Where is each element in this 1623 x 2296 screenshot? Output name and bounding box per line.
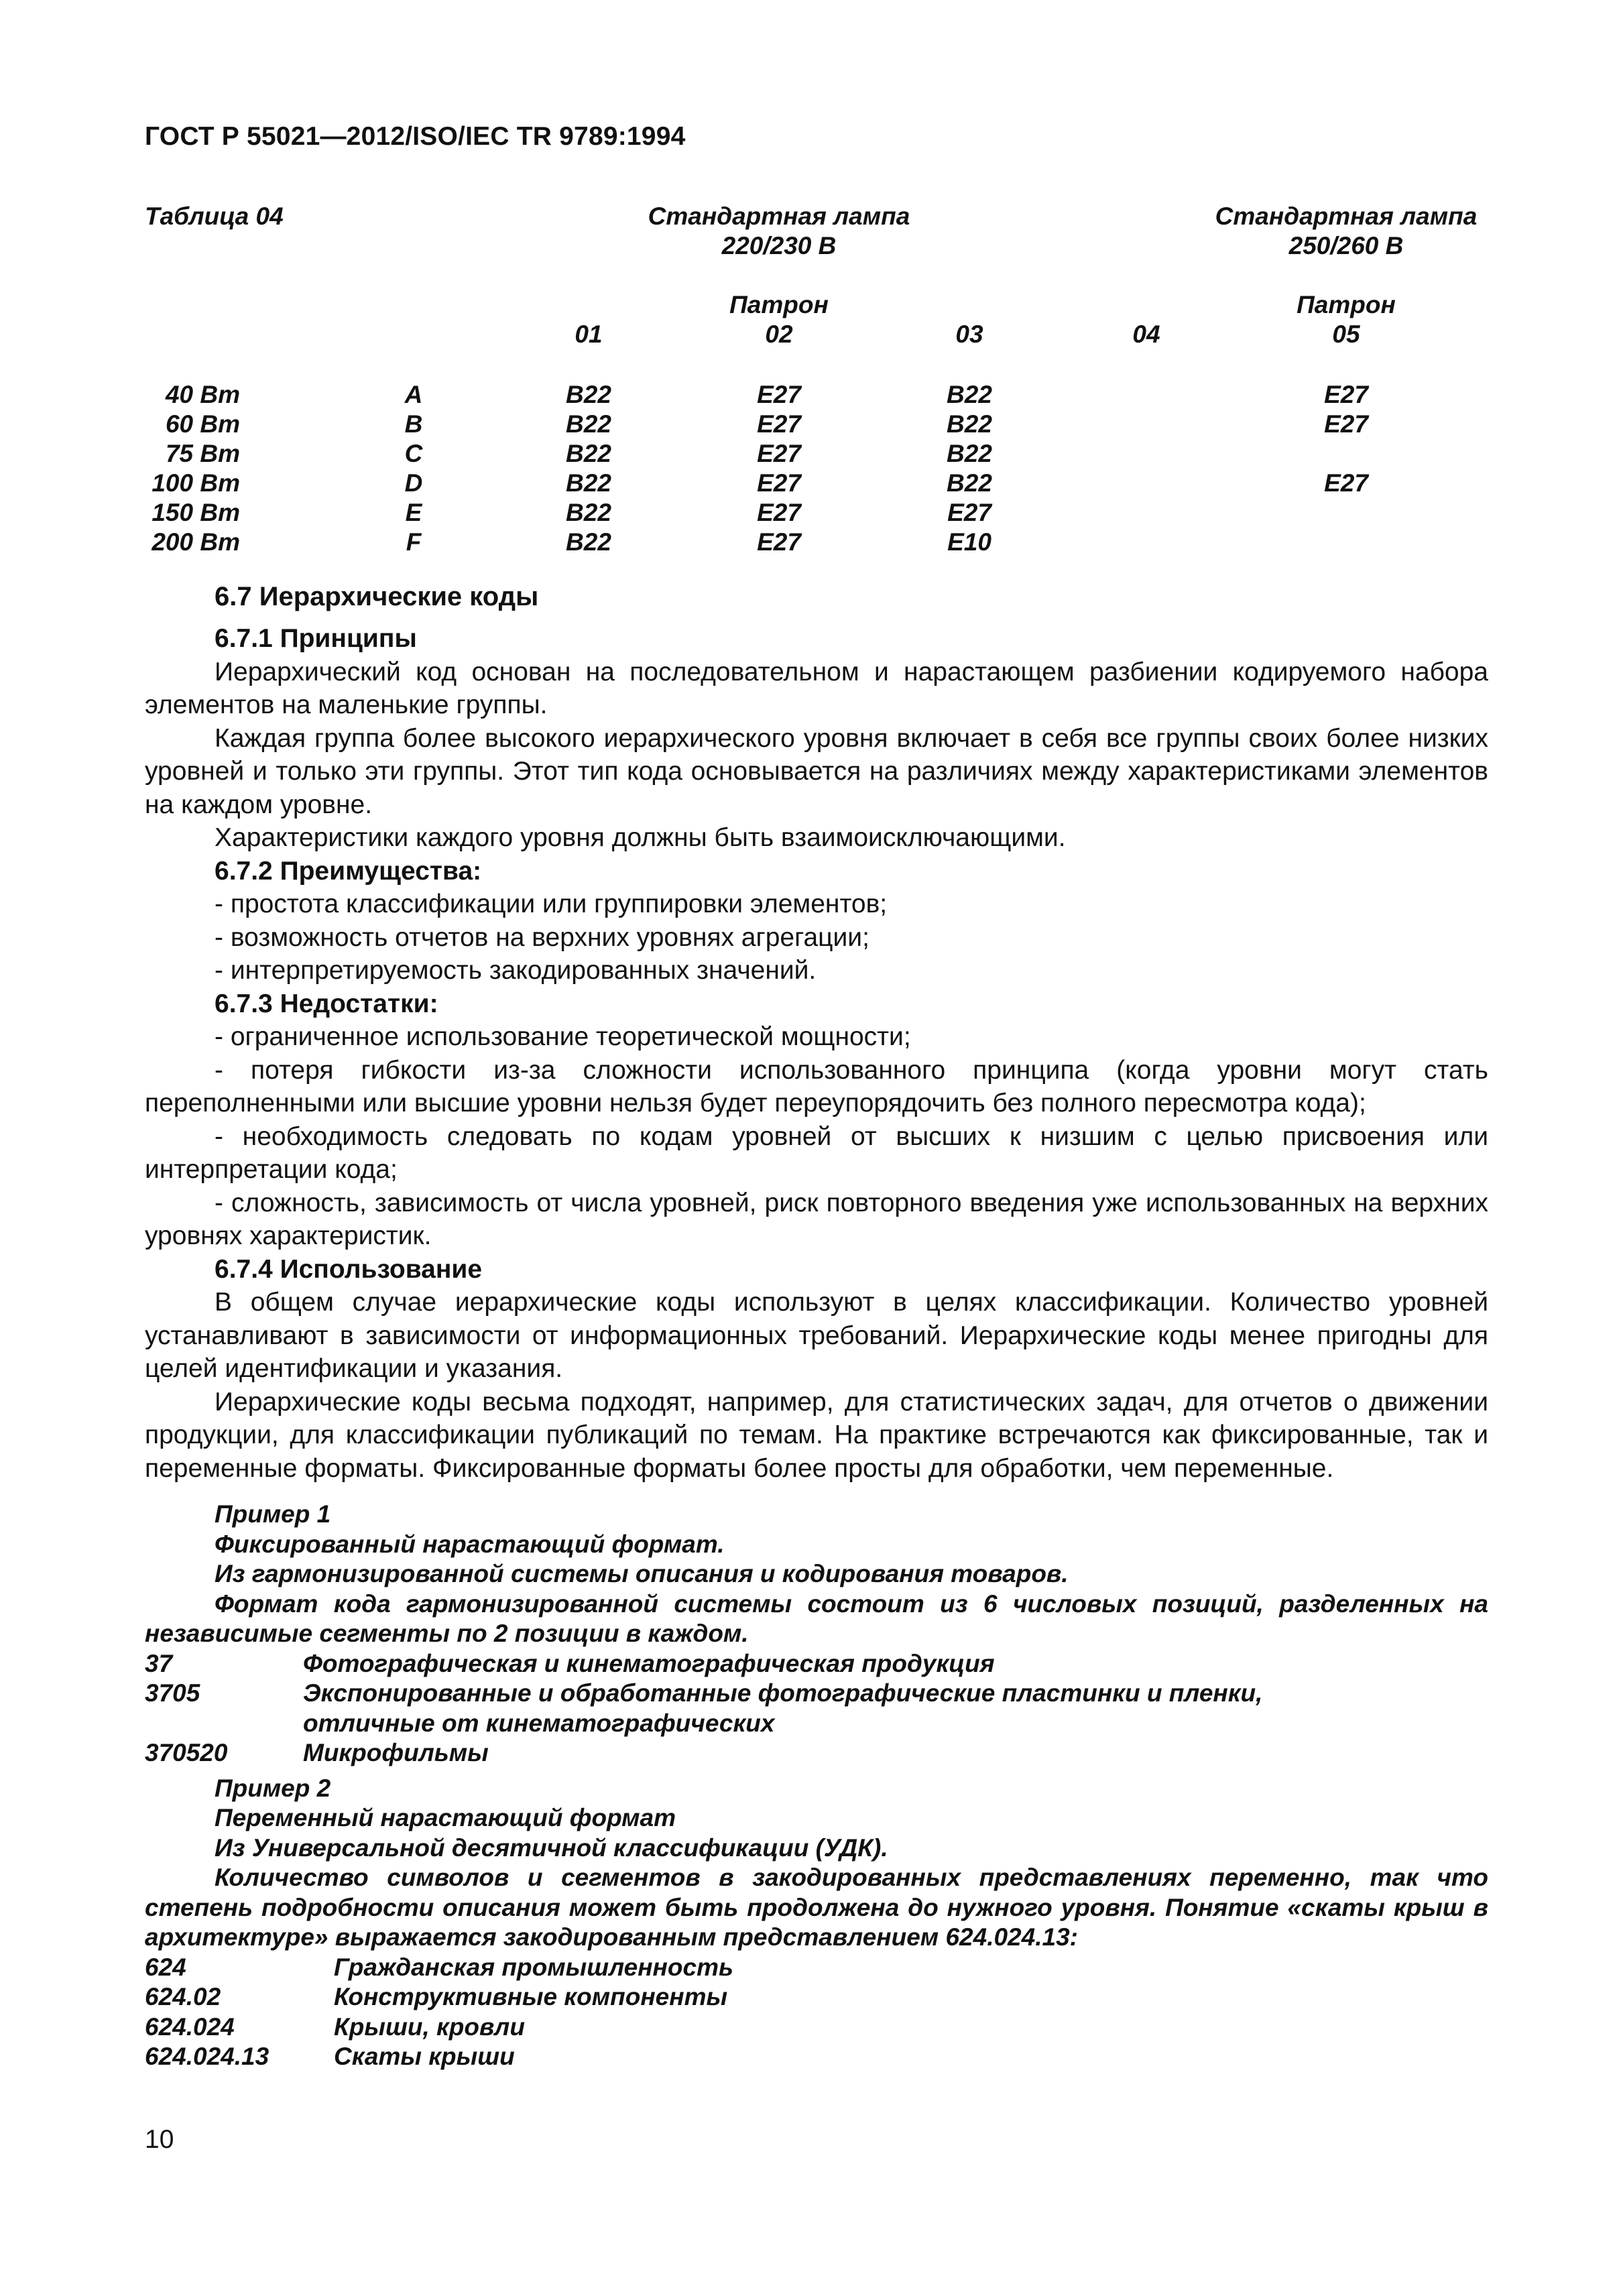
list-item: - простота классификации или группировки элементов; [215,890,888,918]
table-cell-02: E27 [757,440,801,467]
table-cell-power: 100 Вт [152,469,240,497]
paragraph: Каждая группа более высокого иерархического уровня включает в себя все группы своих более низких уровней и только эти группы. Этот тип кода основывается на различиях между характеристиками элементов на каждом уровне. [145,723,1488,819]
table-group2-line2: 250/260 В [1288,232,1404,259]
table-cell-03: B22 [947,440,992,467]
table-col-code-05: 05 [1332,320,1360,348]
table-group2-patron: Патрон [1297,291,1396,318]
code-value: 624.02 [145,1983,221,2010]
table-cell-letter: B [404,410,423,438]
example-2 [145,1774,1488,2072]
table-cell-02: E27 [757,469,801,497]
example-line: Из Универсальной десятичной классификации (УДК). [215,1833,888,1862]
list-item: - потеря гибкости из-за сложности использованного принципа (когда уровни могут стать переполненными или высшие уровни нельзя будет переупорядочить без полного пересмотра кода); [145,1055,1488,1117]
code-row [145,1953,1488,1983]
code-row [145,2042,1488,2072]
table-cell-03: B22 [947,410,992,438]
list-item: - необходимость следовать по кодам уровней от высших к низшим с целью присвоения или интерпретации кода; [145,1122,1488,1184]
code-value: 3705 [145,1679,200,1707]
section-title: 6.7 Иерархические коды [215,582,539,611]
table-col-code-04: 04 [1132,320,1160,348]
subsection-title-6-7-1: 6.7.1 Принципы [215,624,417,653]
list-item: - сложность, зависимость от числа уровней, риск повторного введения уже использованных на верхних уровнях характеристик. [145,1188,1488,1250]
example-line: Формат кода гармонизированной системы состоит из 6 числовых позиций, разделенных на независимые сегменты по 2 позиции в каждом. [145,1589,1488,1647]
code-value: 370520 [145,1739,228,1766]
table-cell-letter: C [404,440,423,467]
table-cell-02: E27 [757,381,801,408]
table-cell-letter: D [404,469,423,497]
example-title: Пример 2 [215,1774,331,1802]
table-cell-letter: A [404,381,423,408]
table-cell-03: E10 [947,528,991,556]
example-line: Из гармонизированной системы описания и кодирования товаров. [215,1560,1069,1587]
code-row [145,1738,1488,1768]
table-group1-line1: Стандартная лампа [648,202,910,230]
table-cell-power: 150 Вт [152,499,240,526]
table-cell-02: E27 [757,410,801,438]
list-item: - возможность отчетов на верхних уровнях агрегации; [215,922,869,952]
subsection-title-6-7-3: 6.7.3 Недостатки: [215,989,438,1018]
table-cell-01: B22 [566,528,611,556]
code-value: 624 [145,1953,186,1981]
table-cell-01: B22 [566,381,611,408]
table-group1-line2: 220/230 В [721,232,837,259]
list-item: - ограниченное использование теоретической мощности; [215,1022,911,1051]
table-cell-05: E27 [1324,469,1368,497]
paragraph: Иерархические коды весьма подходят, например, для статистических задач, для отчетов о движении продукции, для классификации публикаций по темам. На практике встречаются как фиксированные, так и переменные форматы. Фиксированные форматы более просты для обработки, чем переменные. [145,1387,1488,1483]
code-description: Гражданская промышленность [334,1953,733,1981]
table-cell-power: 60 Вт [165,410,240,438]
table-cell-power: 200 Вт [152,528,240,556]
paragraph: Характеристики каждого уровня должны быть взаимоисключающими. [215,823,1066,852]
code-value: 624.024 [145,2012,235,2041]
table-cell-03: B22 [947,381,992,408]
code-value: 624.024.13 [145,2043,269,2070]
table-cell-01: B22 [566,499,611,526]
subsection-title-6-7-2: 6.7.2 Преимущества: [215,856,482,886]
example-line: Количество символов и сегментов в закодированных представлениях переменно, так что степень подробности описания может быть продолжена до нужного уровня. Понятие «скаты крыш в архитектуре» выражается закодированным представлением 624.024.13: [145,1864,1488,1951]
table-col-code-03: 03 [955,320,983,348]
table-cell-02: E27 [757,499,801,526]
table-cell-03: B22 [947,469,992,497]
code-description: Микрофильмы [303,1739,489,1766]
code-description: Конструктивные компоненты [334,1983,728,2010]
table-cell-01: B22 [566,440,611,467]
example-1 [145,1500,1488,1768]
code-row [145,1649,1488,1679]
table-label: Таблица 04 [145,202,284,230]
table-group2-line1: Стандартная лампа [1215,202,1478,230]
page-number: 10 [145,2125,174,2154]
code-row [145,1982,1488,2012]
table-cell-letter: E [405,499,422,526]
page-header: ГОСТ Р 55021—2012/ISO/IEC TR 9789:1994 [145,122,686,151]
table-group1-patron: Патрон [729,291,829,318]
table-cell-letter: F [406,528,422,556]
code-value: 37 [145,1649,173,1677]
table-cell-05: E27 [1324,381,1368,408]
code-row [145,1679,1488,1738]
code-description: Крыши, кровли [334,2012,525,2041]
table-col-code-01: 01 [575,320,603,348]
table-cell-02: E27 [757,528,801,556]
table-cell-01: B22 [566,410,611,438]
paragraph: В общем случае иерархические коды используют в целях классификации. Количество уровней устанавливают в зависимости от информационных требований. Иерархические коды менее пригодны для целей идентификации и указания. [145,1288,1488,1383]
table-col-code-02: 02 [765,320,793,348]
code-description: Фотографическая и кинематографическая продукция [303,1649,995,1677]
table-cell-01: B22 [566,469,611,497]
subsection-title-6-7-4: 6.7.4 Использование [215,1254,483,1284]
table-cell-power: 40 Вт [165,381,240,408]
paragraph: Иерархический код основан на последовательном и нарастающем разбиении кодируемого набора элементов на маленькие группы. [145,657,1488,719]
section-6-7 [145,575,1488,2072]
code-description: Скаты крыши [334,2043,515,2070]
code-row [145,2012,1488,2043]
table-cell-power: 75 Вт [165,440,240,467]
table-cell-03: E27 [947,499,991,526]
list-item: - интерпретируемость закодированных значений. [215,956,817,985]
example-title: Пример 1 [215,1500,331,1528]
code-description: Экспонированные и обработанные фотографические пластинки и пленки, отличные от кинематографических [303,1679,1263,1737]
example-line: Фиксированный нарастающий формат. [215,1530,725,1558]
example-line: Переменный нарастающий формат [215,1804,676,1831]
table-cell-05: E27 [1324,410,1368,438]
